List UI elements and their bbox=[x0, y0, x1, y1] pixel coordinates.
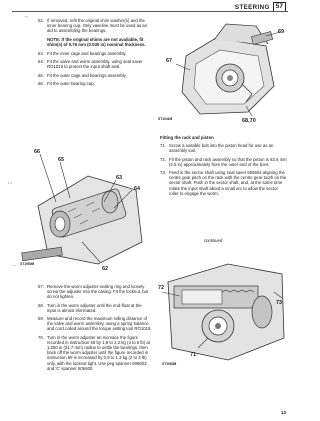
continued-label: continued bbox=[204, 238, 223, 243]
left-column-bottom-text bbox=[38, 284, 152, 374]
worm-adjuster-figure bbox=[156, 16, 290, 124]
left-column-top-text bbox=[38, 18, 150, 89]
instruction-64: 64. Fit the valve and worm assembly, using seal saver RO1015 to protect the input shaft seal. bbox=[38, 59, 143, 70]
fig2-caption: ST1060M bbox=[20, 262, 35, 266]
instruction-67: 67. Remove the worm adjuster sealing ring and loosely screw the adjuster into the casing. Fit the locknut, but do not tighten. bbox=[38, 284, 149, 300]
instruction-62: 62. If removed, refit the original shim washer(s) and the inner bearing cup. Only vaseline must be used as an aid to assembling the bearings. bbox=[38, 18, 148, 34]
valve-worm-assembly-figure bbox=[18, 146, 154, 274]
header-rule bbox=[12, 11, 288, 12]
fig3-callout-73: 73 bbox=[276, 300, 283, 306]
fig2-callout-63: 63 bbox=[116, 175, 123, 181]
fig2-callout-62: 62 bbox=[102, 266, 109, 272]
instruction-71: 71. Screw a suitable bolt into the piston head for use as an assembly tool. bbox=[160, 143, 274, 154]
fig3-caption: ST1063M bbox=[162, 362, 177, 366]
fig1-callout-69: 69 bbox=[278, 29, 285, 35]
instruction-70: 70. Turn in the worm adjuster an increase the figure recorded in instruction 69 by 1,8 to 2,2 kg (4 to 5 lb) at 1,250 in (31.7 mm) radius to settle the bearings, then back off the worm adjuster until the figure recorded in instruction 69 is increased by 0,9 to 1,3 kg (2 to 3 lb) only, with the locknut tight. Use peg spanner 606603 and 'C' spanner 606600. bbox=[38, 334, 150, 371]
instruction-65: 65. Fit the outer cage and bearings assembly. bbox=[38, 72, 127, 78]
instruction-69: 69. Measure and record the maximum rolling distance of the valve and worm assembly, using a spring balance and cord coiled around the torque setting tool RO1016. bbox=[38, 316, 152, 332]
margin-mark-top: ~• bbox=[24, 14, 28, 19]
fig3-callout-71: 71 bbox=[190, 352, 197, 358]
section-title-rack-piston: Fitting the rack and piston bbox=[160, 135, 214, 140]
instruction-68: 68. Turn in the worm adjuster until the end-float at the input is almost eliminated. bbox=[38, 302, 142, 313]
fig1-callout-67: 67 bbox=[166, 58, 173, 64]
fig2-callout-65: 65 bbox=[58, 157, 65, 163]
fig3-callout-72: 72 bbox=[158, 285, 165, 291]
instruction-66: 66. Fit the outer bearing cap. bbox=[38, 80, 95, 86]
right-column-text bbox=[160, 135, 288, 199]
margin-mark-mid: • • bbox=[8, 180, 12, 185]
margin-mark-low: — bbox=[12, 262, 16, 267]
fig2-callout-64: 64 bbox=[134, 186, 141, 192]
instruction-72: 72. Fit the piston and rack assembly so that the piston is 63,5 mm (2.5 in) approximately from the outer end of the bore. bbox=[160, 156, 287, 167]
fig1-caption: ST1041M bbox=[158, 117, 173, 121]
rack-piston-figure bbox=[158, 252, 290, 370]
section-header-title: STEERING bbox=[234, 3, 270, 11]
instruction-73: 73. Feed in the sector shaft using seal saver 606604 aligning the centre gear pitch on the rack with the centre gear tooth on the sector shaft. Push in the sector shaft, and, at the same time rotate the input shaft about a small arc to allow the sector roller to engage the worm. bbox=[160, 170, 287, 196]
fig1-callout-68-70: 68,70 bbox=[242, 118, 256, 124]
instruction-63: 63. Fit the inner cage and bearings assembly. bbox=[38, 51, 127, 57]
fig2-callout-66: 66 bbox=[34, 149, 41, 155]
section-number-box: 57 bbox=[273, 2, 286, 12]
page-number: 13 bbox=[280, 410, 286, 415]
shim-note: NOTE: If the original shims are not available, fit shim(s) of 0,76 mm (0.030 in) nominal thickness. bbox=[47, 36, 146, 47]
